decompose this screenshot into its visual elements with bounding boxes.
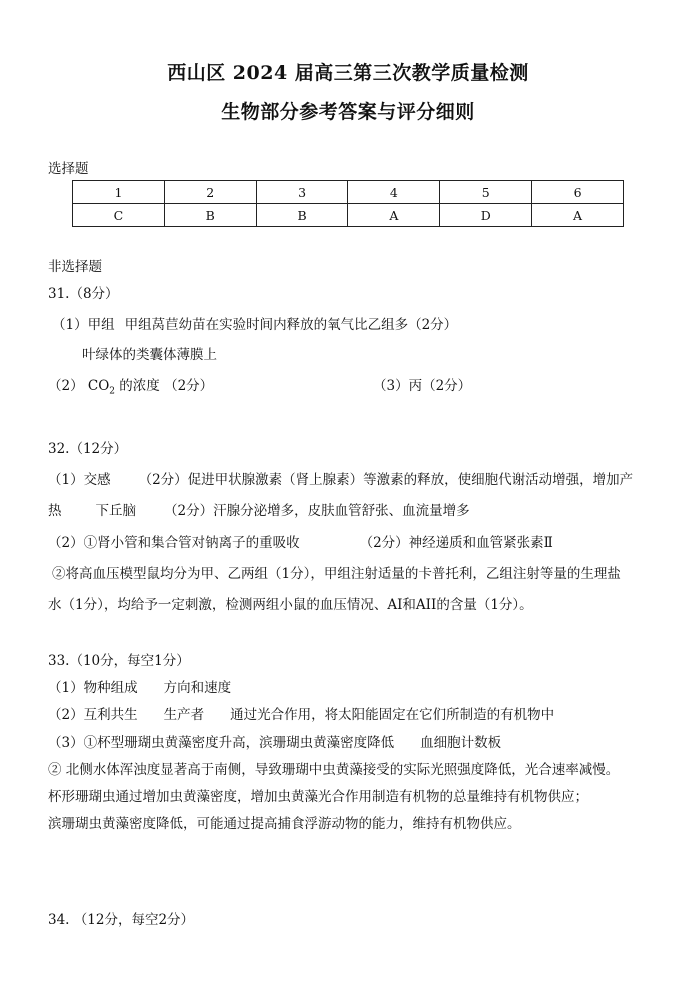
q32-line-3 [48, 537, 553, 551]
table-row-numbers [73, 181, 624, 204]
table-cell: B [256, 204, 348, 227]
q32-text: （2）①肾小管和集合管对钠离子的重吸收 [48, 535, 300, 551]
q34-heading: 34. （12分，每空2分） [48, 912, 195, 928]
table-cell: A [348, 204, 440, 227]
page-subtitle: 生物部分参考答案与评分细则 [221, 101, 475, 123]
q32-heading: 32.（12分） [48, 441, 128, 457]
q33-line-1 [48, 682, 231, 696]
q31-part2-rest: 的浓度 （2分） [115, 378, 214, 394]
q33-line-5: 杯形珊瑚虫通过增加虫黄藻密度，增加虫黄藻光合作用制造有机物的总量维持有机物供应； [48, 789, 588, 805]
q31-subscript: 2 [109, 386, 116, 397]
q32-part1-reason: （2分）促进甲状腺激素（肾上腺素）等激素的释放，使细胞代谢活动增强，增加产 [138, 472, 634, 488]
table-cell: C [73, 204, 165, 227]
q31-part2-answer: （2） CO [48, 378, 110, 394]
table-cell: D [440, 204, 532, 227]
q32-line-4: ②将高血压模型鼠均分为甲、乙两组（1分），甲组注射适量的卡普托利，乙组注射等量的生理盐 [52, 566, 621, 582]
q32-text: （2分）神经递质和血管紧张素Ⅱ [359, 535, 553, 551]
table-row-answers [73, 204, 624, 227]
q33-text: （3）①杯型珊瑚虫黄藻密度升高，滨珊瑚虫黄藻密度降低 [48, 735, 395, 751]
q33-line-6: 滨珊瑚虫黄藻密度降低，可能通过提高捕食浮游动物的能力，维持有机物供应。 [48, 816, 521, 832]
q32-line-5: 水（1分），均给予一定刺激，检测两组小鼠的血压情况、AI和AII的含量（1分）。 [48, 597, 533, 613]
answer-table [72, 180, 624, 227]
table-cell: B [164, 204, 256, 227]
table-cell: 2 [164, 181, 256, 204]
table-cell: 4 [348, 181, 440, 204]
choice-section-label: 选择题 [48, 161, 89, 177]
q33-line-2 [48, 709, 554, 723]
q31-line-1 [52, 319, 457, 333]
nonchoice-section-label: 非选择题 [48, 259, 102, 275]
q32-text: （2分）汗腺分泌增多，皮肤血管舒张、血流量增多 [164, 503, 470, 519]
q33-text: （2）互利共生 [48, 707, 138, 723]
q33-text: （1）物种组成 [48, 680, 138, 696]
q31-part3-answer: （3）丙（2分） [373, 378, 472, 394]
table-cell: 3 [256, 181, 348, 204]
table-cell: 6 [532, 181, 624, 204]
q33-text: 方向和速度 [163, 680, 232, 696]
table-cell: 5 [440, 181, 532, 204]
q32-text: 热 [48, 503, 62, 519]
table-cell: A [532, 204, 624, 227]
q32-line-1 [48, 474, 633, 488]
q33-text: 通过光合作用，将太阳能固定在它们所制造的有机物中 [230, 707, 555, 723]
q32-line-2 [48, 505, 470, 519]
q33-text: 血细胞计数板 [420, 735, 502, 751]
q33-heading: 33.（10分，每空1分） [48, 653, 190, 669]
q31-part1-answer: （1）甲组 [52, 317, 115, 333]
q33-line-3 [48, 737, 501, 751]
q33-text: 生产者 [163, 707, 205, 723]
page-title: 西山区 2024 届高三第三次教学质量检测 [167, 62, 529, 84]
q31-part1-reason: 甲组莴苣幼苗在实验时间内释放的氧气比乙组多（2分） [124, 317, 458, 333]
q31-line-2: 叶绿体的类囊体薄膜上 [82, 347, 217, 363]
q31-line-3 [48, 380, 213, 397]
q31-heading: 31.（8分） [48, 286, 119, 302]
q32-part1-answer: （1）交感 [48, 472, 111, 488]
q33-line-4: ② 北侧水体浑浊度显著高于南侧，导致珊瑚中虫黄藻接受的实际光照强度降低，光合速率减慢。 [48, 762, 620, 778]
q32-text: 下丘脑 [95, 503, 136, 519]
table-cell: 1 [73, 181, 165, 204]
